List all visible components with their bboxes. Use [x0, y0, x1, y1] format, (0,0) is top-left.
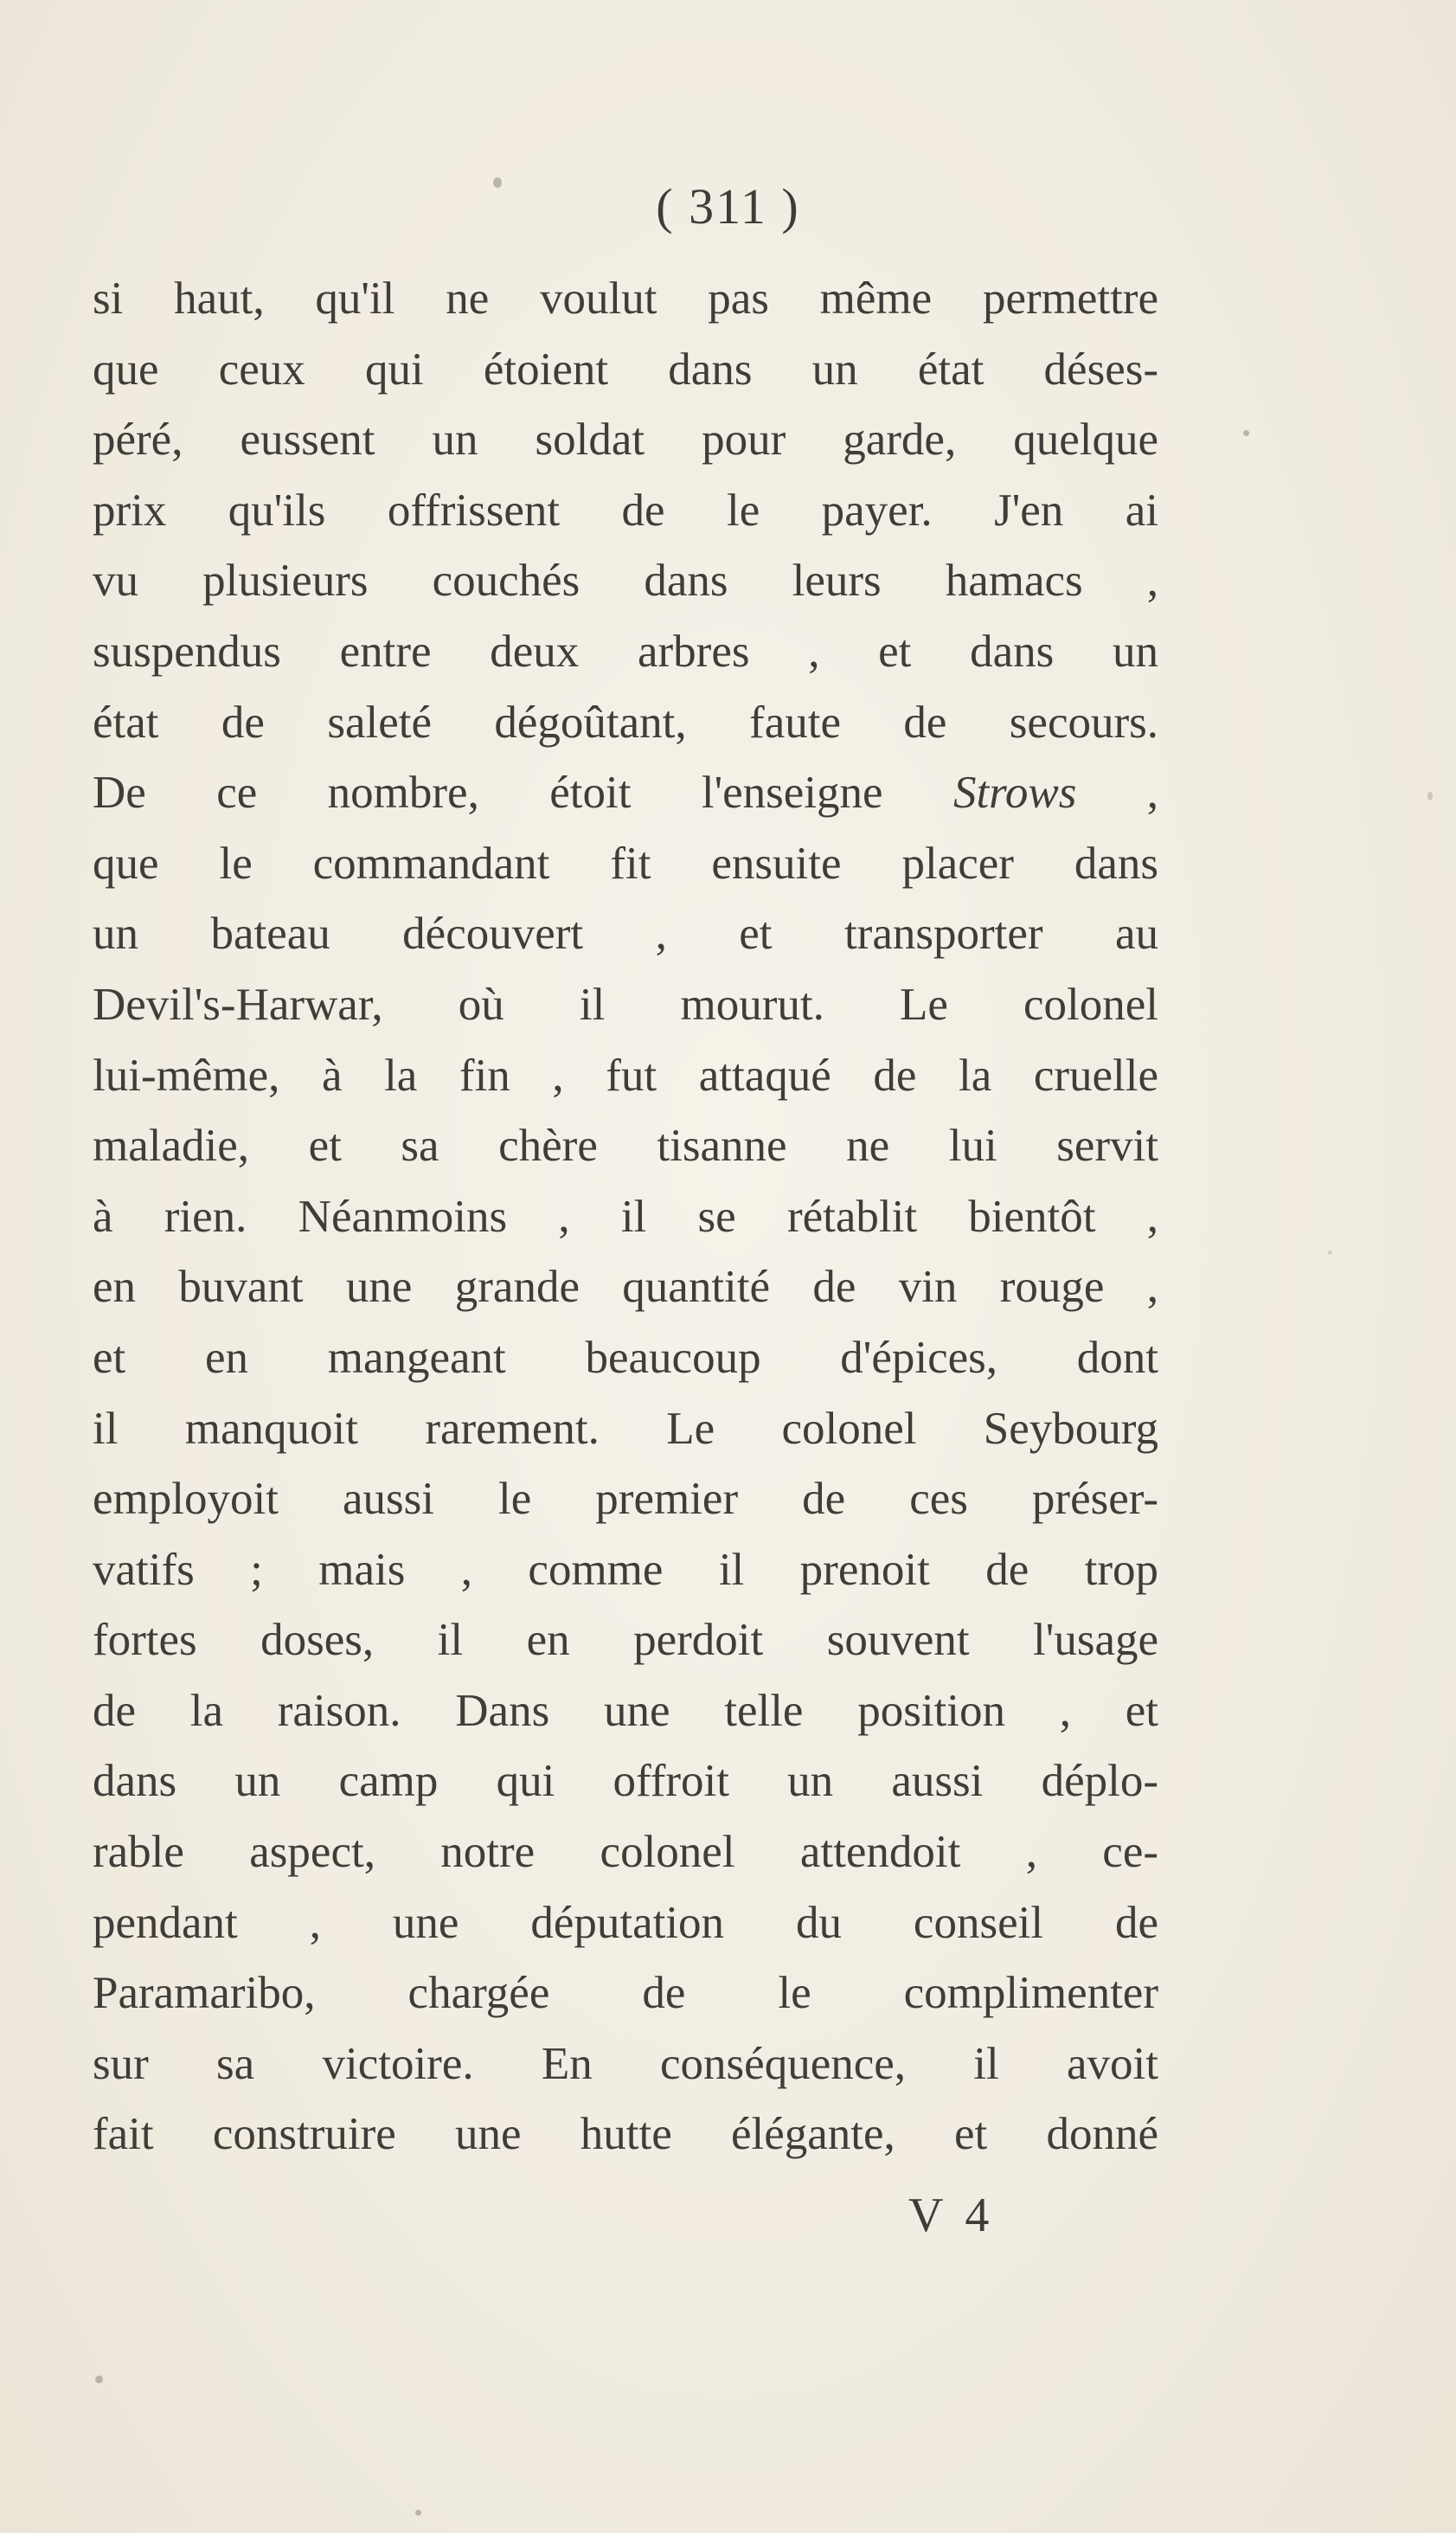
paper-speck [1328, 1250, 1332, 1255]
text-line: si haut, qu'il ne voulut pas même permettre [93, 273, 1158, 324]
text-line: il manquoit rarement. Le colonel Seybourg [93, 1403, 1158, 1454]
text-line: à rien. Néanmoins , il se rétablit bientôt , [93, 1191, 1158, 1242]
text-line: prix qu'ils offrissent de le payer. J'en ai [93, 485, 1158, 536]
text-line: fortes doses, il en perdoit souvent l'usage [93, 1615, 1158, 1666]
paper-speck [1243, 430, 1249, 436]
text-line: maladie, et sa chère tisanne ne lui servit [93, 1121, 1158, 1172]
paper-speck [1427, 792, 1433, 800]
text-line: De ce nombre, étoit l'enseigne Strows , [93, 768, 1158, 819]
text-line: fait construire une hutte élégante, et donné [93, 2109, 1158, 2160]
text-line: que ceux qui étoient dans un état déses- [93, 344, 1158, 395]
text-line: sur sa victoire. En conséquence, il avoit [93, 2038, 1158, 2089]
text-line: état de saleté dégoûtant, faute de secours. [93, 697, 1158, 748]
paper-speck [95, 2375, 103, 2383]
text-line: Devil's-Harwar, où il mourut. Le colonel [93, 979, 1158, 1030]
text-line: rable aspect, notre colonel attendoit , ce- [93, 1827, 1158, 1878]
page-number: ( 311 ) [656, 178, 800, 235]
text-line: vatifs ; mais , comme il prenoit de trop [93, 1544, 1158, 1595]
paper-speck [415, 2510, 421, 2516]
text-line: pendant , une députation du conseil de [93, 1897, 1158, 1948]
text-line: en buvant une grande quantité de vin rouge , [93, 1262, 1158, 1313]
text-line: dans un camp qui offroit un aussi déplo- [93, 1756, 1158, 1807]
text-line: employoit aussi le premier de ces préser- [93, 1474, 1158, 1525]
text-line: un bateau découvert , et transporter au [93, 909, 1158, 960]
paper-speck [493, 177, 502, 188]
body-text [93, 264, 1158, 2170]
signature-mark: V 4 [908, 2189, 995, 2242]
text-line: suspendus entre deux arbres , et dans un [93, 626, 1158, 677]
text-line: de la raison. Dans une telle position , et [93, 1685, 1158, 1736]
text-line: vu plusieurs couchés dans leurs hamacs , [93, 556, 1158, 607]
text-line: péré, eussent un soldat pour garde, quelque [93, 415, 1158, 466]
text-line: et en mangeant beaucoup d'épices, dont [93, 1332, 1158, 1383]
text-line: que le commandant fit ensuite placer dans [93, 838, 1158, 889]
text-line: Paramaribo, chargée de le complimenter [93, 1968, 1158, 2019]
text-line: lui-même, à la fin , fut attaqué de la cruelle [93, 1050, 1158, 1101]
italic-name: Strows [952, 768, 1077, 819]
